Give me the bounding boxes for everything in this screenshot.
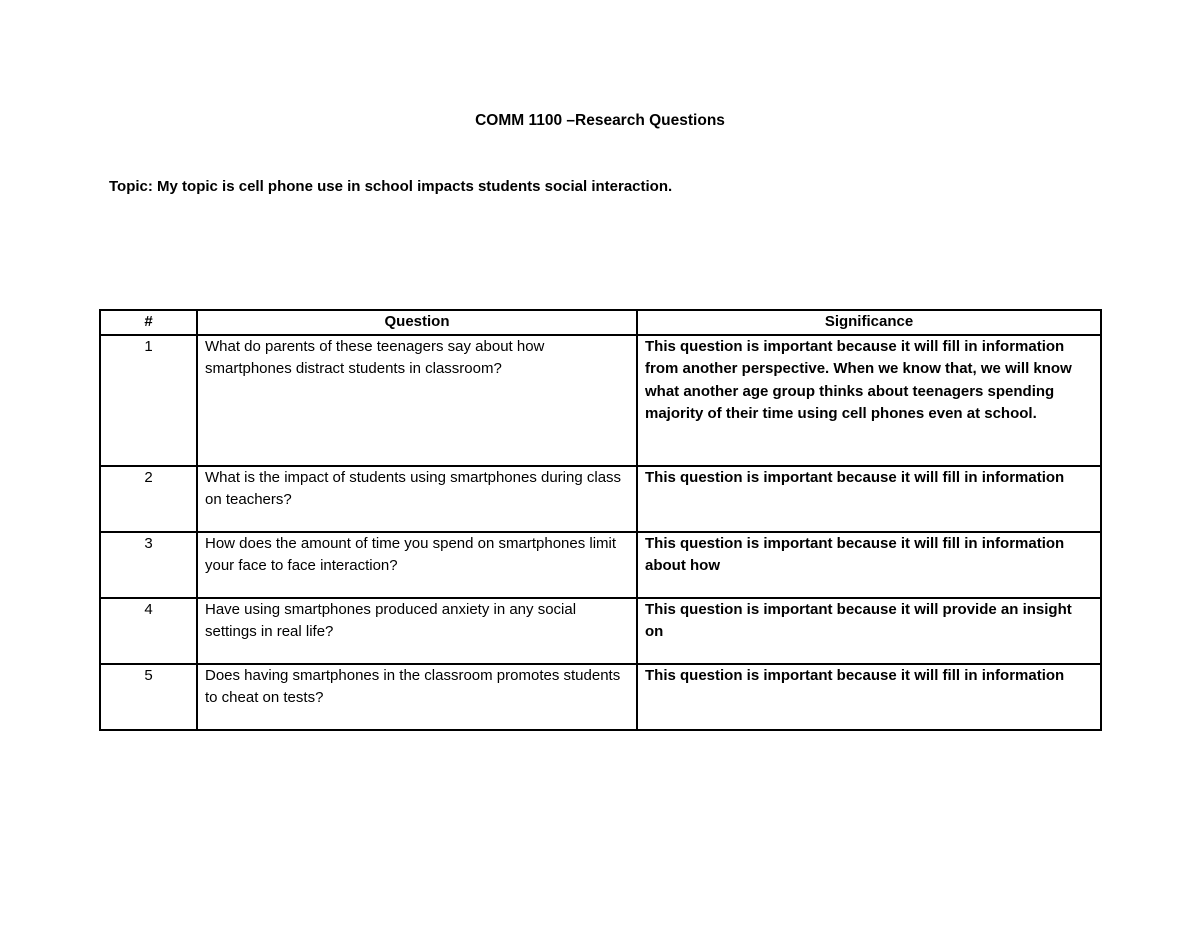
table-row: [100, 664, 1101, 730]
row-number: 1: [100, 335, 197, 466]
row-number: 3: [100, 532, 197, 598]
table-row: [100, 532, 1101, 598]
question-cell: What is the impact of students using smartphones during class on teachers?: [197, 466, 637, 532]
significance-cell: This question is important because it will fill in information: [637, 664, 1101, 730]
significance-cell: This question is important because it will provide an insight on: [637, 598, 1101, 664]
table-row: [100, 466, 1101, 532]
table-header-row: [100, 310, 1101, 335]
row-number: 2: [100, 466, 197, 532]
question-cell: Have using smartphones produced anxiety in any social settings in real life?: [197, 598, 637, 664]
question-cell: Does having smartphones in the classroom promotes students to cheat on tests?: [197, 664, 637, 730]
table-row: [100, 335, 1101, 466]
header-significance: Significance: [637, 310, 1101, 335]
significance-cell: This question is important because it will fill in information about how: [637, 532, 1101, 598]
research-questions-table: [99, 309, 1102, 731]
row-number: 5: [100, 664, 197, 730]
significance-cell: This question is important because it will fill in information: [637, 466, 1101, 532]
row-number: 4: [100, 598, 197, 664]
header-number: #: [100, 310, 197, 335]
page-title: COMM 1100 –Research Questions: [475, 112, 725, 129]
header-question: Question: [197, 310, 637, 335]
significance-cell: This question is important because it will fill in information from another perspective. When we know that, we will know what another age group thinks about teenagers spending majority of their time using cell phones even at school.: [637, 335, 1101, 466]
topic-line: Topic: My topic is cell phone use in school impacts students social interaction.: [109, 178, 673, 195]
question-cell: What do parents of these teenagers say about how smartphones distract students in classroom?: [197, 335, 637, 466]
table-row: [100, 598, 1101, 664]
question-cell: How does the amount of time you spend on smartphones limit your face to face interaction?: [197, 532, 637, 598]
